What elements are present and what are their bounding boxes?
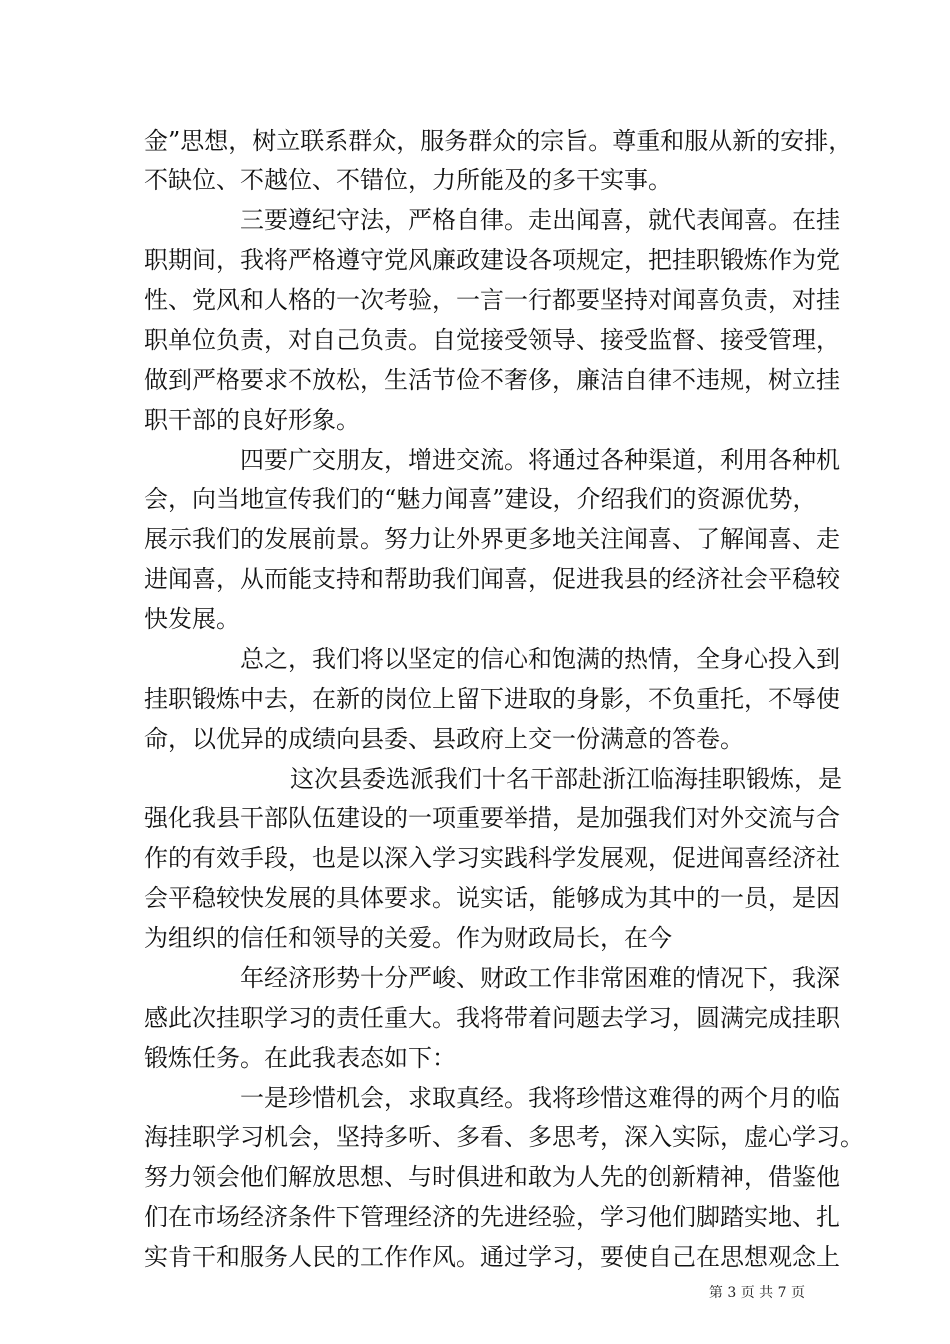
- text-line: 展示我们的发展前景。努力让外界更多地关注闻喜、了解闻喜、走: [144, 525, 840, 553]
- text-line: 四要广交朋友，增进交流。将通过各种渠道，利用各种机: [240, 446, 840, 474]
- text-line: 快发展。: [144, 605, 240, 633]
- text-line: 职期间，我将严格遵守党风廉政建设各项规定，把挂职锻炼作为党: [144, 246, 840, 274]
- text-line: 会，向当地宣传我们的“魅力闻喜”建设，介绍我们的资源优势，: [144, 485, 817, 513]
- text-line: 做到严格要求不放松，生活节俭不奢侈，廉洁自律不违规，树立挂: [144, 366, 840, 394]
- text-line: 努力领会他们解放思想、与时俱进和敢为人先的创新精神，借鉴他: [144, 1163, 840, 1191]
- text-line: 不缺位、不越位、不错位，力所能及的多干实事。: [144, 166, 672, 194]
- text-line: 挂职锻炼中去，在新的岗位上留下进取的身影，不负重托，不辱使: [144, 685, 840, 713]
- text-line: 年经济形势十分严峻、财政工作非常困难的情况下，我深: [240, 964, 840, 992]
- text-line: 职单位负责，对自己负责。自觉接受领导、接受监督、接受管理，: [144, 326, 840, 354]
- text-line: 总之，我们将以坚定的信心和饱满的热情，全身心投入到: [240, 645, 840, 673]
- text-line: 一是珍惜机会，求取真经。我将珍惜这难得的两个月的临: [240, 1084, 840, 1112]
- text-line: 职干部的良好形象。: [144, 406, 360, 434]
- text-line: 命，以优异的成绩向县委、县政府上交一份满意的答卷。: [144, 725, 744, 753]
- text-line: 作的有效手段，也是以深入学习实践科学发展观，促进闻喜经济社: [144, 844, 840, 872]
- text-line: 这次县委选派我们十名干部赴浙江临海挂职锻炼，是: [290, 765, 842, 793]
- page-number-footer: 第 3 页 共 7 页: [708, 1285, 805, 1301]
- text-line: 性、党风和人格的一次考验，一言一行都要坚持对闻喜负责，对挂: [144, 286, 840, 314]
- text-line: 金”思想，树立联系群众，服务群众的宗旨。尊重和服从新的安排，: [144, 127, 853, 155]
- text-line: 为组织的信任和领导的关爱。作为财政局长，在今: [144, 924, 672, 952]
- text-line: 强化我县干部队伍建设的一项重要举措，是加强我们对外交流与合: [144, 804, 840, 832]
- text-line: 们在市场经济条件下管理经济的先进经验，学习他们脚踏实地、扎: [144, 1203, 840, 1231]
- text-line: 锻炼任务。在此我表态如下：: [144, 1044, 456, 1072]
- text-line: 海挂职学习机会，坚持多听、多看、多思考，深入实际，虚心学习。: [144, 1123, 864, 1151]
- text-line: 实肯干和服务人民的工作作风。通过学习，要使自己在思想观念上: [144, 1243, 840, 1271]
- text-line: 会平稳较快发展的具体要求。说实话，能够成为其中的一员，是因: [144, 884, 840, 912]
- text-line: 感此次挂职学习的责任重大。我将带着问题去学习，圆满完成挂职: [144, 1004, 840, 1032]
- text-line: 三要遵纪守法，严格自律。走出闻喜，就代表闻喜。在挂: [240, 206, 840, 234]
- text-line: 进闻喜，从而能支持和帮助我们闻喜，促进我县的经济社会平稳较: [144, 565, 840, 593]
